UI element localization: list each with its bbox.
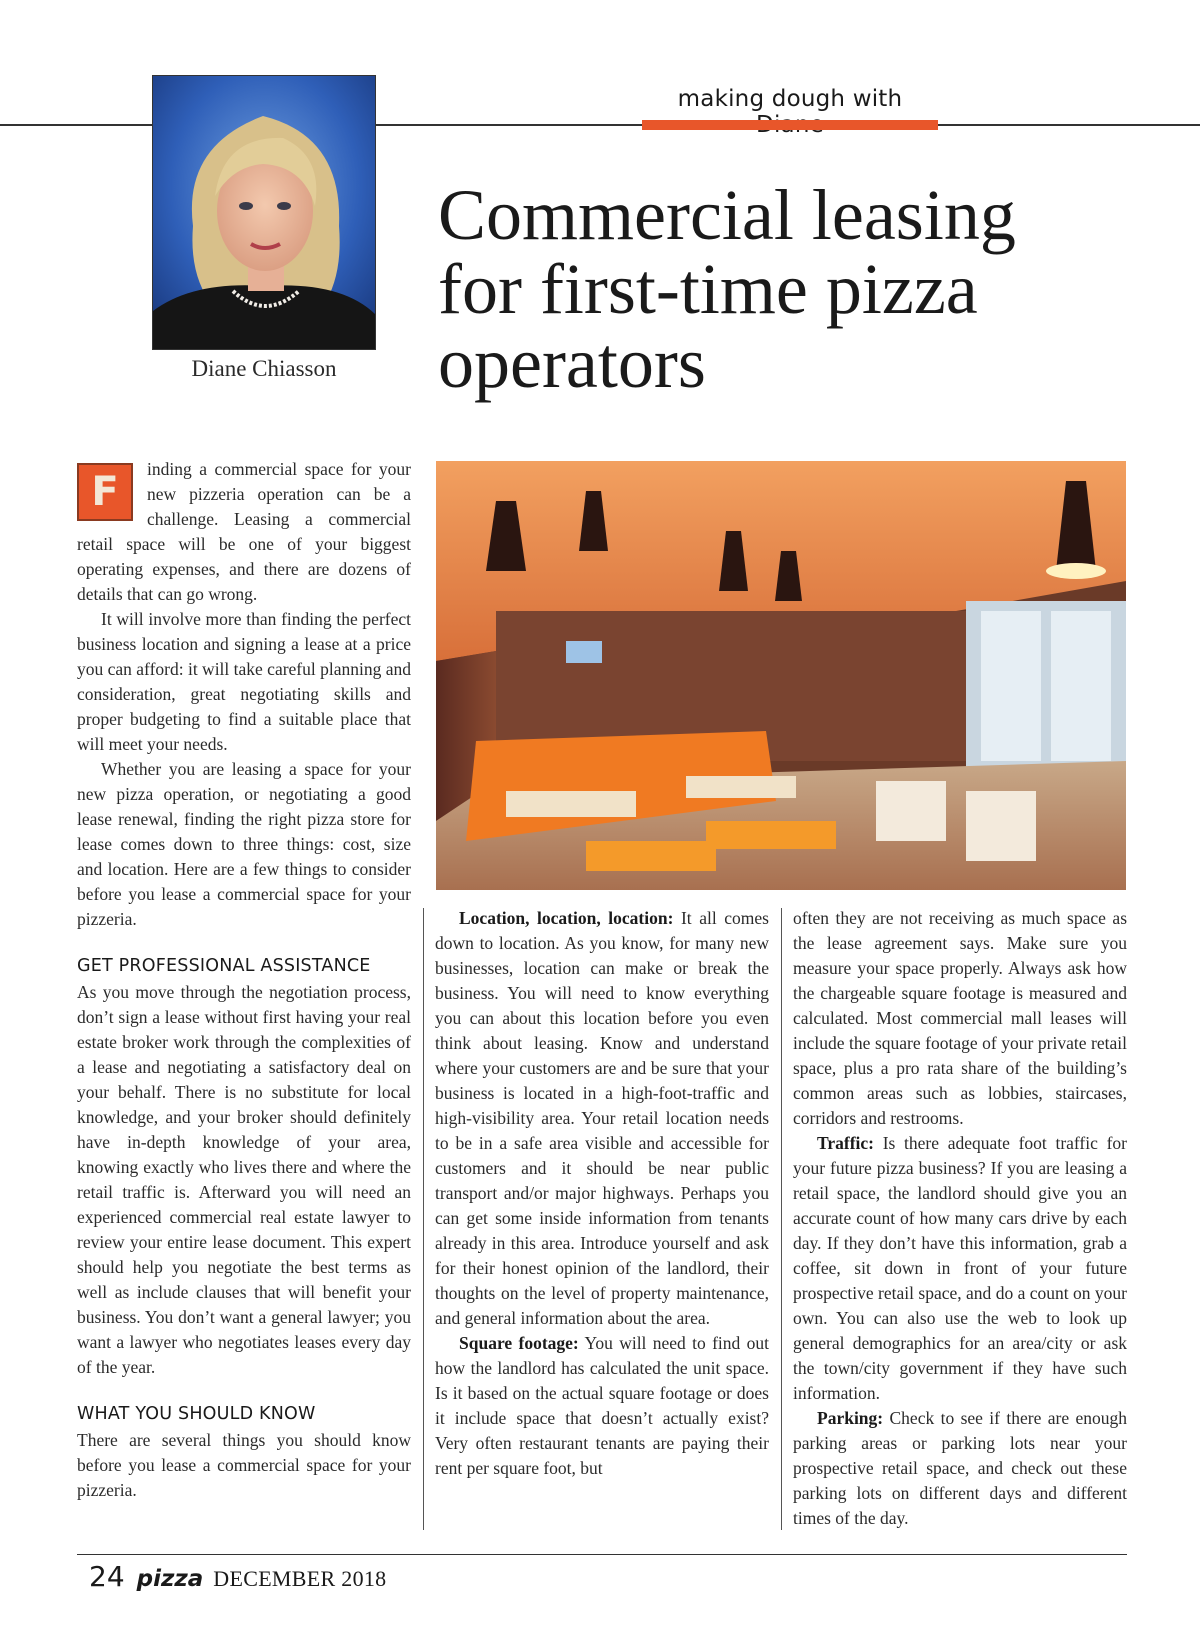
section-heading: WHAT YOU SHOULD KNOW: [77, 1404, 316, 1424]
intro-paragraph: Whether you are leasing a space for your new pizza operation, or negotiating a good lease renewal, finding the right pizza store for lease comes down to three things: cost, size and location. Here are a few things to consider before you lease a commercial space for your pizzeria.: [77, 759, 411, 929]
column-title: making dough with: [677, 86, 903, 112]
location-paragraph: [435, 906, 769, 1331]
restaurant-interior-image: [436, 461, 1126, 890]
run-in-heading: Square footage:: [459, 1333, 579, 1353]
article-column-3: [793, 906, 1127, 1531]
article-column-2: [435, 906, 769, 1481]
issue-date: DECEMBER 2018: [213, 1566, 387, 1591]
section-paragraph: There are several things you should know before you lease a commercial space for your pizzeria.: [77, 1430, 411, 1500]
paragraph-text: You will need to find out how the landlord has calculated the unit space. Is it based on the actual square footage or does it include space that doesn’t actually exist? Very often restaurant tenants are paying their rent per square foot, but: [435, 1333, 769, 1478]
paragraph-text: Check to see if there are enough parking areas or parking lots near your prospective retail space, and check out these parking lots on different days and different times of the day.: [793, 1408, 1127, 1528]
column-divider: [423, 908, 424, 1530]
author-portrait-image: [152, 75, 376, 350]
page-number: 24: [89, 1560, 125, 1593]
article-column-1: [77, 457, 411, 1503]
intro-paragraph: inding a commercial space for your new pizzeria operation can be a challenge. Leasing a commercial retail space will be one of your biggest operating expenses, and there are dozens of details that can go wrong.: [77, 459, 411, 604]
author-name-caption: Diane Chiasson: [191, 356, 337, 381]
run-in-heading: Traffic:: [817, 1133, 875, 1153]
column-divider: [781, 908, 782, 1530]
column-title-underline: [642, 120, 938, 130]
headline-line: Commercial leasing: [438, 175, 1016, 255]
paragraph-text: It all comes down to location. As you know, for many new businesses, location can make or break the business. You will need to know everything you can about this location before you even think about leasing. Know and understand where your customers are and be sure that your business is located in a high-foot-traffic and high-visibility area. Your retail location needs to be in a safe area visible and accessible for customers and it should be near public transport and/or major highways. Perhaps you can get some inside information from tenants already in this area. Introduce yourself and ask for their honest opinion of the landlord, their thoughts on the level of property maintenance, and general information about the area.: [435, 908, 769, 1328]
headline-line: for first-time pizza: [438, 249, 978, 329]
page-footer: [89, 1560, 386, 1593]
headline-line: operators: [438, 323, 706, 403]
run-in-heading: Parking:: [817, 1408, 884, 1428]
intro-paragraph: It will involve more than finding the perfect business location and signing a lease at a price you can afford: it will take careful planning and consideration, great negotiating skills and proper budgeting to find a suitable place that will meet your needs.: [77, 609, 412, 754]
article-headline: [438, 175, 1158, 403]
section-heading: GET PROFESSIONAL ASSISTANCE: [77, 956, 371, 976]
footage-continued-paragraph: often they are not receiving as much space as the lease agreement says. Make sure you measure your space properly. Always ask how the chargeable square footage is measured and calculated. Most commercial mall leases will include the square footage of your private retail space, plus a pro rata share of the building’s common areas such as lobbies, staircases, corridors and restrooms.: [793, 908, 1127, 1128]
paragraph-text: Is there adequate foot traffic for your future pizza business? If you are leasing a retail space, the landlord should give you an accurate count of how many cars drive by each day. If they don’t have this information, grab a coffee, sit down in front of your future prospective retail space, and do a count on your own. You can also use the web to look up general demographics for an area/city or ask the town/city government if they have such information.: [793, 1133, 1127, 1403]
drop-cap: F: [77, 463, 133, 521]
footer-rule: [77, 1554, 1127, 1555]
parking-paragraph: [793, 1406, 1127, 1531]
traffic-paragraph: [793, 1131, 1127, 1406]
magazine-name: pizza: [136, 1566, 204, 1592]
footage-paragraph: [435, 1331, 769, 1481]
run-in-heading: Location, location, location:: [459, 908, 674, 928]
section-paragraph: As you move through the negotiation process, don’t sign a lease without first having your real estate broker work through the complexities of a lease and negotiating a satisfactory deal on your behalf. There is no substitute for local knowledge, and your broker should definitely have in-depth knowledge of your area, knowing exactly who lives there and where the retail traffic is. Afterward you will need an experienced commercial real estate lawyer to review your entire lease document. This expert should help you negotiate the best terms as well as include clauses that will benefit your business. You don’t want a general lawyer; you want a lawyer who negotiates leases every day of the year.: [77, 982, 411, 1377]
